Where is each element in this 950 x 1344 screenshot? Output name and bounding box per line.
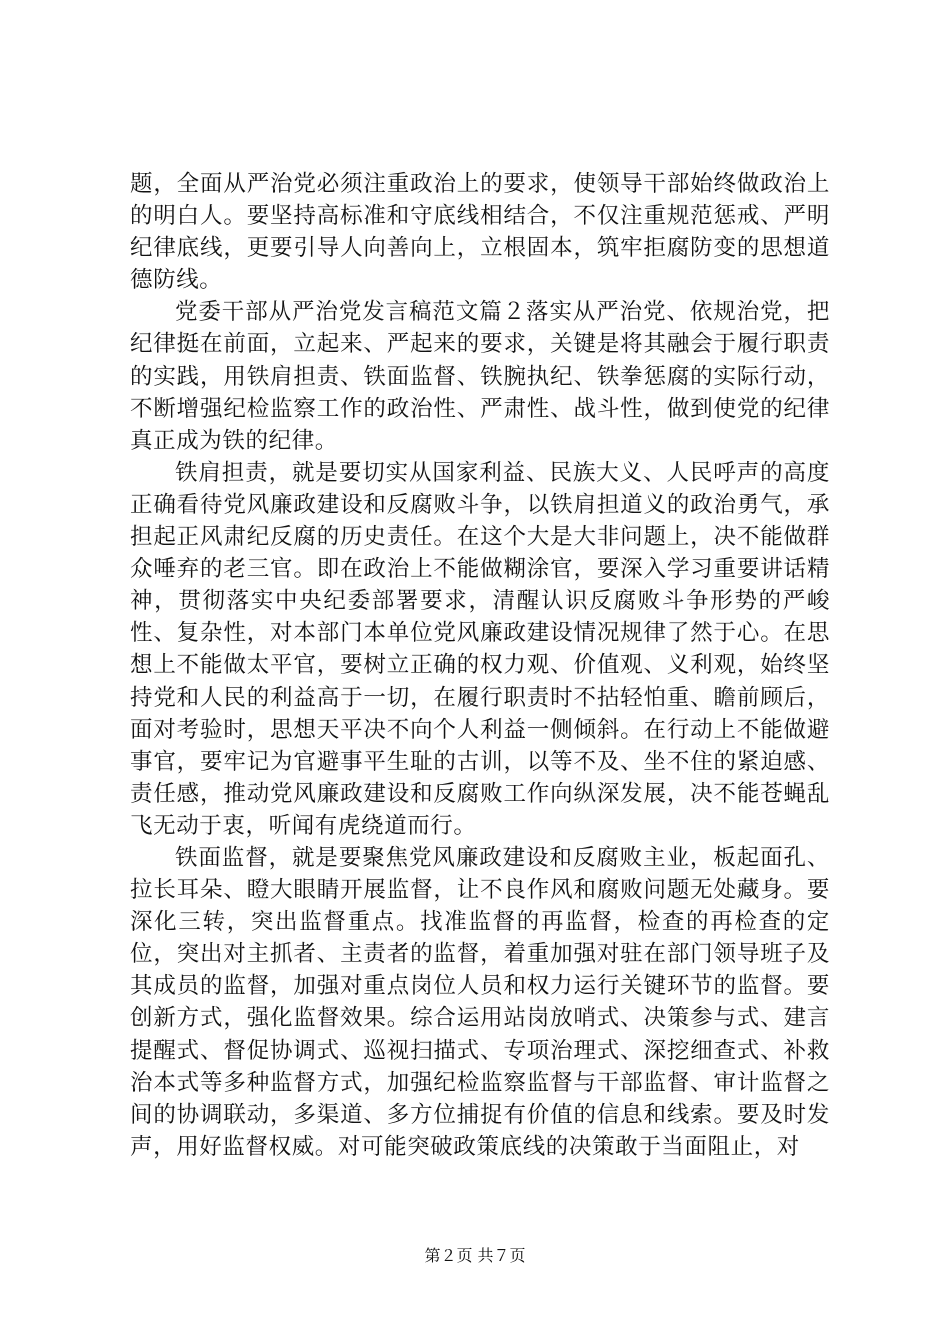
paragraph-continuation: 题，全面从严治党必须注重政治上的要求，使领导干部始终做政治上的明白人。要坚持高标准和守底线相结合，不仅注重规范惩戒、严明纪律底线，更要引导人向善向上，立根固本，筑牢拒腐防变的思想道德防线。 <box>130 171 830 294</box>
paragraph-iron-shoulder: 铁肩担责，就是要切实从国家利益、民族大义、人民呼声的高度正确看待党风廉政建设和反腐败斗争，以铁肩担道义的政治勇气，承担起正风肃纪反腐的历史责任。在这个大是大非问题上，决不能做群众唾弃的老三官。即在政治上不能做糊涂官，要深入学习重要讲话精神，贯彻落实中央纪委部署要求，清醒认识反腐败斗争形势的严峻性、复杂性，对本部门本单位党风廉政建设情况规律了然于心。在思想上不能做太平官，要树立正确的权力观、价值观、义利观，始终坚持党和人民的利益高于一切，在履行职责时不拈轻怕重、瞻前顾后，面对考验时，思想天平决不向个人利益一侧倾斜。在行动上不能做避事官，要牢记为官避事平生耻的古训，以等不及、坐不住的紧迫感、责任感，推动党风廉政建设和反腐败工作向纵深发展，决不能苍蝇乱飞无动于衷，听闻有虎绕道而行。 <box>130 459 830 839</box>
paragraph-iron-face: 铁面监督，就是要聚焦党风廉政建设和反腐败主业，板起面孔、拉长耳朵、瞪大眼睛开展监督，让不良作风和腐败问题无处藏身。要深化三转，突出监督重点。找准监督的再监督，检查的再检查的定位，突出对主抓者、主责者的监督，着重加强对驻在部门领导班子及其成员的监督，加强对重点岗位人员和权力运行关键环节的监督。要创新方式，强化监督效果。综合运用站岗放哨式、决策参与式、建言提醒式、督促协调式、巡视扫描式、专项治理式、深挖细查式、补救治本式等多种监督方式，加强纪检监察监督与干部监督、审计监督之间的协调联动，多渠道、多方位捕捉有价值的信息和线索。要及时发声，用好监督权威。对可能突破政策底线的决策敢于当面阻止，对 <box>130 844 830 1160</box>
paragraph-intro: 党委干部从严治党发言稿范文篇２落实从严治党、依规治党，把纪律挺在前面，立起来、严起来的要求，关键是将其融会于履行职责的实践，用铁肩担责、铁面监督、铁腕执纪、铁拳惩腐的实际行动，不断增强纪检监察工作的政治性、严肃性、战斗性，做到使党的纪律真正成为铁的纪律。 <box>130 299 830 454</box>
page-footer: 第２页 共７页 <box>424 1246 526 1265</box>
document-body <box>130 168 830 1163</box>
